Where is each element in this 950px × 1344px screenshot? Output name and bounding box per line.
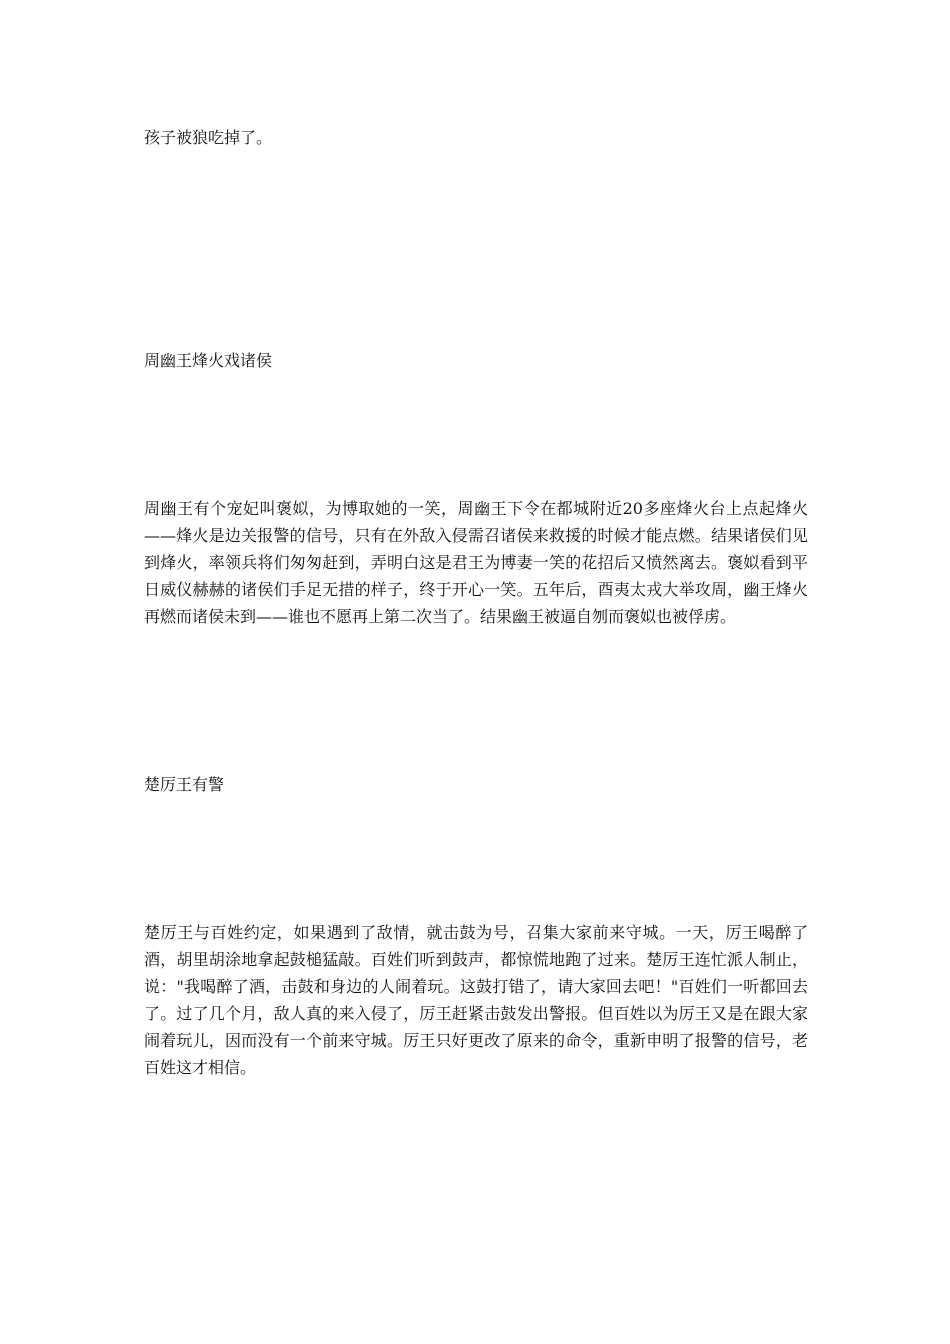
- section-heading-chu: 楚厉王有警: [144, 775, 225, 794]
- section-heading-zhou: 周幽王烽火戏诸侯: [144, 351, 273, 370]
- intro-line: 孩子被狼吃掉了。: [144, 128, 273, 147]
- section-paragraph-zhou: 周幽王有个宠妃叫褒姒，为博取她的一笑，周幽王下令在都城附近20多座烽火台上点起烽火——烽火是边关报警的信号，只有在外敌入侵需召诸侯来救援的时候才能点燃。结果诸侯们见到烽火，率领兵将们匆匆赶到，弄明白这是君王为博妻一笑的花招后又愤然离去。褒姒看到平日威仪赫赫的诸侯们手足无措的样子，终于开心一笑。五年后，酉夷太戎大举攻周，幽王烽火再燃而诸侯未到——谁也不愿再上第二次当了。结果幽王被逼自刎而褒姒也被俘虏。: [144, 499, 808, 626]
- section-paragraph-chu: 楚厉王与百姓约定，如果遇到了敌情，就击鼓为号，召集大家前来守城。一天，厉王喝醉了酒，胡里胡涂地拿起鼓槌猛敲。百姓们听到鼓声，都惊慌地跑了过来。楚厉王连忙派人制止，说："我喝醉了酒，击鼓和身边的人闹着玩。这鼓打错了，请大家回去吧！"百姓们一听都回去了。过了几个月，敌人真的来入侵了，厉王赶紧击鼓发出警报。但百姓以为厉王又是在跟大家闹着玩儿，因而没有一个前来守城。厉王只好更改了原来的命令，重新申明了报警的信号，老百姓这才相信。: [144, 923, 808, 1077]
